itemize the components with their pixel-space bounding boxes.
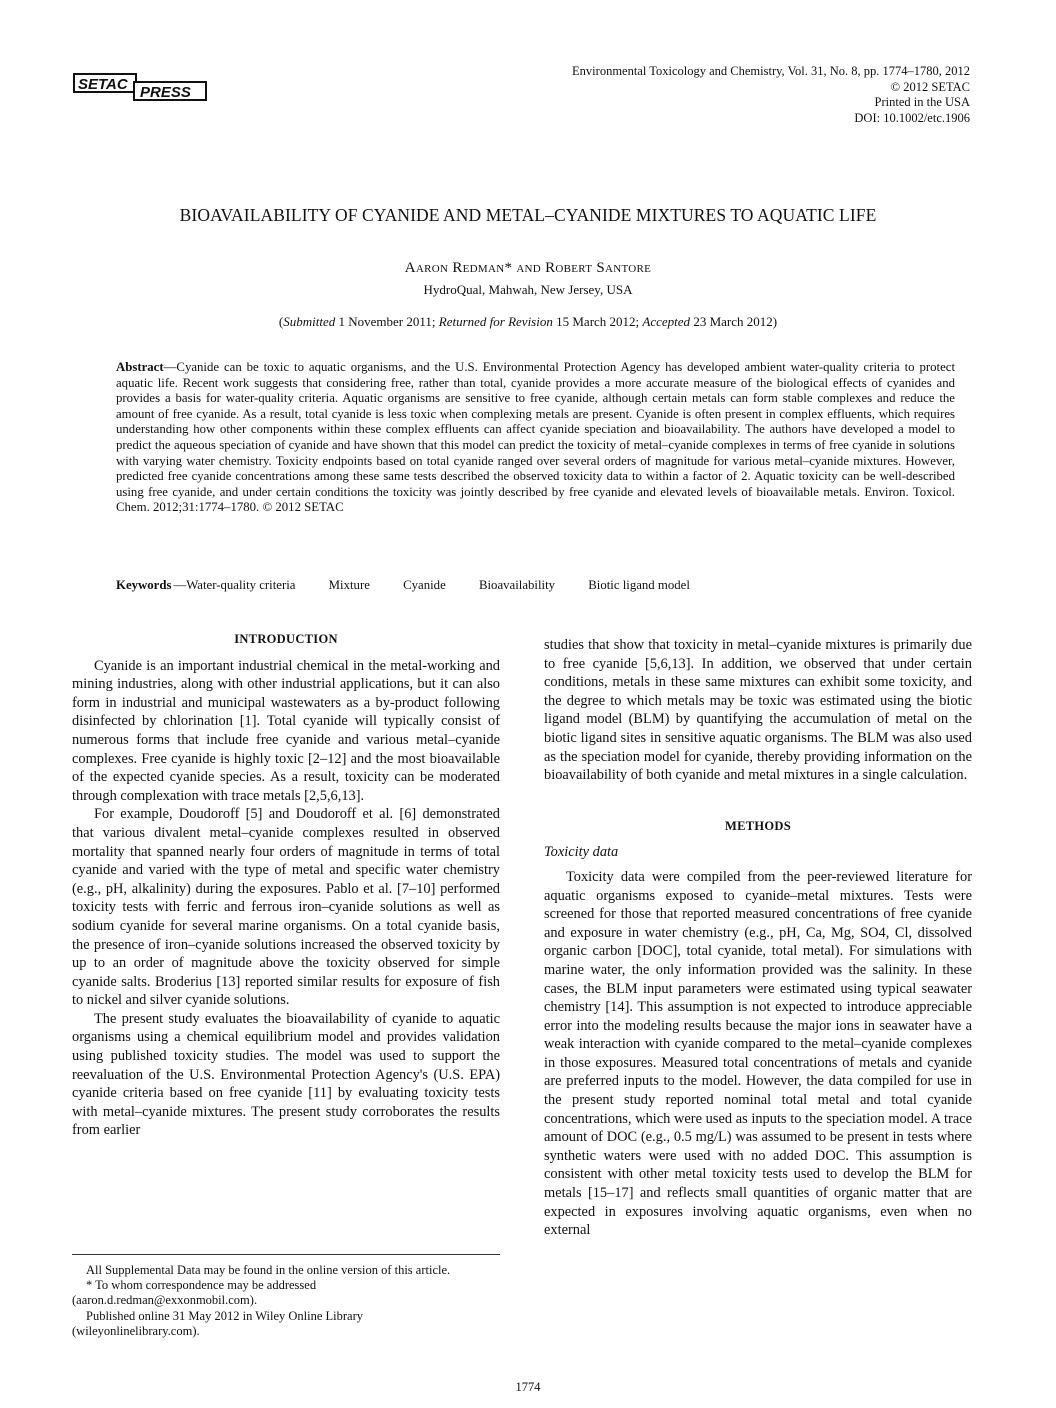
abstract-label: Abstract: [116, 360, 164, 374]
intro-paragraph-4: studies that show that toxicity in metal–cyanide mixtures is primarily due to free cyanide [5,6,13]. In addition, we observed that under certain conditions, metals in these same mixtures can exhibit some toxicity, and the degree to which metals may be toxic was estimated using the biotic ligand model (BLM) by quantifying the accumulation of metal on the biotic ligand sites in sensitive aquatic organisms. The BLM was also used as the speciation model for cyanide, thereby providing information on the bioavailability of both cyanide and metal mixtures in a single calculation.: [544, 637, 972, 784]
logo-graphic: [72, 70, 212, 104]
logo-text-press: PRESS: [140, 84, 191, 101]
page-number: 1774: [515, 1380, 541, 1394]
journal-printed: Printed in the USA: [874, 95, 970, 109]
introduction-heading: INTRODUCTION: [234, 632, 338, 646]
journal-doi: DOI: 10.1002/etc.1906: [854, 110, 970, 125]
submitted-date: 1 November: [338, 314, 404, 329]
abstract: [116, 360, 955, 516]
keyword-item: —Water-quality criteria: [173, 578, 296, 592]
paper-title: BIOAVAILABILITY OF CYANIDE AND METAL–CYANIDE MIXTURES TO AQUATIC LIFE: [179, 205, 877, 225]
toxicity-data-subheading: Toxicity data: [544, 844, 619, 861]
revision-year: 2012;: [609, 314, 640, 329]
intro-paragraph-1: Cyanide is an important industrial chemical in the metal-working and mining industries, along with other industrial applications, but it can also form in industrial and municipal wastewaters as a by-product following disinfected by chlorination [1]. Total cyanide will typically consist of numerous forms that include free cyanide and various metal–cyanide complexes. Free cyanide is highly toxic [2–12] and the most bioavailable of the expected cyanide species. As a result, toxicity can be moderated through complexation with trace metals [2,5,6,13].: [72, 657, 500, 804]
right-column: [544, 636, 972, 1240]
paper-authors: Aaron Redman* and Robert Santore: [404, 260, 652, 276]
keyword-item: Bioavailability: [478, 578, 556, 592]
keyword-item: Cyanide: [403, 578, 446, 592]
submission-history: (Submitted 1 November 2011; Returned for Revision 15 March 2012; Accepted 23 March 2012): [278, 314, 778, 329]
journal-citation: Environmental Toxicology and Chemistry, Vol. 31, No. 8, pp. 1774–1780, 2012: [572, 64, 970, 78]
footnotes: [72, 1254, 500, 1339]
accepted-label: Accepted: [642, 314, 691, 329]
keyword-item: Biotic ligand model: [588, 578, 690, 592]
abstract-text: —Cyanide can be toxic to aquatic organisms, and the U.S. Environmental Protection Agency has developed ambient water-quality criteria to protect aquatic life. Recent work suggests that considering free, rather than total, cyanide provides a more accurate measure of the biological effects of cyanides and provides a basis for water-quality criteria. Aquatic organisms are sensitive to free cyanide, although certain metals can form stable complexes and reduce the amount of free cyanide. As a result, total cyanide is less toxic when complexing metals are present. Cyanide is often present in complex effluents, which requires understanding how other components within these complex effluents can affect cyanide speciation and bioavailability. The authors have developed a model to predict the aqueous speciation of cyanide and have shown that this model can predict the toxicity of metal–cyanide complexes in terms of free cyanide in solutions with varying water chemistry. Toxicity endpoints based on total cyanide ranged over several orders of magnitude for various metal–cyanide mixtures. However, predicted free cyanide concentrations among these same tests described the observed toxicity data to within a factor of 2. Aquatic toxicity can be well-described using free cyanide, and under certain conditions the toxicity was jointly described by free cyanide and elevated levels of bioavailable metals. Environ. Toxicol. Chem. 2012;31:1774–1780. © 2012 SETAC: [116, 360, 955, 515]
footnote-published: Published online 31 May 2012 in Wiley Online Library: [86, 1308, 364, 1323]
submitted-label: Submitted: [283, 314, 336, 329]
accepted-date: 23 March: [693, 314, 744, 329]
intro-paragraph-3: The present study evaluates the bioavailability of cyanide to aquatic organisms using a chemical equilibrium model and provides validation using published toxicity studies. The model was used to support the reevaluation of the U.S. Environmental Protection Agency's (U.S. EPA) cyanide criteria based on free cyanide [11] by evaluating toxicity tests with metal–cyanide mixtures. The present study corroborates the results from earlier: [72, 1010, 500, 1139]
footnote-supplemental: All Supplemental Data may be found in the online version of this article.: [86, 1263, 451, 1277]
submitted-year: 2011;: [406, 314, 436, 329]
footnote-correspondence: * To whom correspondence may be addressed: [86, 1278, 317, 1293]
footnote-library: (wileyonlinelibrary.com).: [72, 1323, 200, 1338]
left-column: [72, 630, 500, 1140]
revision-label: Returned for Revision: [438, 314, 553, 329]
journal-info: [510, 64, 970, 126]
setac-press-logo: [72, 70, 212, 104]
intro-paragraph-2: For example, Doudoroff [5] and Doudoroff et al. [6] demonstrated that various divalent metal–cyanide complexes resulted in observed mortality that spanned nearly four orders of magnitude in terms of total cyanide and varied with the type of metal and specific water chemistry (e.g., pH, alkalinity) during the exposures. Pablo et al. [7–10] performed toxicity tests with ferric and ferrous iron–cyanide solutions as well as sodium cyanide for several marine organisms. On a total cyanide basis, the presence of iron–cyanide solutions increased the observed toxicity by up to an order of magnitude above the toxicity observed for simple cyanide salts. Broderius [13] reported similar results for exposure of fish to nickel and silver cyanide solutions.: [72, 806, 500, 1009]
footnote-email: (aaron.d.redman@exxonmobil.com).: [72, 1293, 258, 1308]
accepted-year: 2012: [746, 314, 773, 329]
logo-text-setac: SETAC: [78, 76, 128, 93]
keyword-item: Mixture: [328, 578, 370, 592]
author-affiliation: HydroQual, Mahwah, New Jersey, USA: [423, 282, 633, 297]
methods-paragraph-1: Toxicity data were compiled from the peer-reviewed literature for aquatic organisms exposed to cyanide–metal mixtures. Tests were screened for those that reported measured concentrations of free cyanide and exposure in water chemistry (e.g., pH, Ca, Mg, SO4, Cl, dissolved organic carbon [DOC], total cyanide, total metal). For simulations with marine water, the only information provided was the salinity. In these cases, the BLM input parameters were estimated using typical seawater chemistry [14]. This assumption is not expected to introduce appreciable error into the modeling results because the major ions in seawater have a weak interaction with cyanide compared to the metal–cyanide complexes in those exposures. Measured total concentrations of metals and cyanide are preferred inputs to the model. However, the data compiled for use in the present study reported nominal total metal and total cyanide concentrations, which were used as inputs to the speciation model. A trace amount of DOC (e.g., 0.5 mg/L) was assumed to be present in tests where synthetic waters were used with no added DOC. This assumption is consistent with other metal toxicity tests used to develop the BLM for metals [15–17] and reflects small quantities of organic matter that are expected in exposures involving aquatic organisms, even when no external: [544, 868, 972, 1239]
keywords-label: Keywords: [116, 578, 172, 592]
keywords: [116, 578, 690, 593]
journal-copyright: © 2012 SETAC: [890, 79, 970, 94]
methods-heading: METHODS: [725, 818, 791, 833]
revision-date: 15 March: [556, 314, 607, 329]
